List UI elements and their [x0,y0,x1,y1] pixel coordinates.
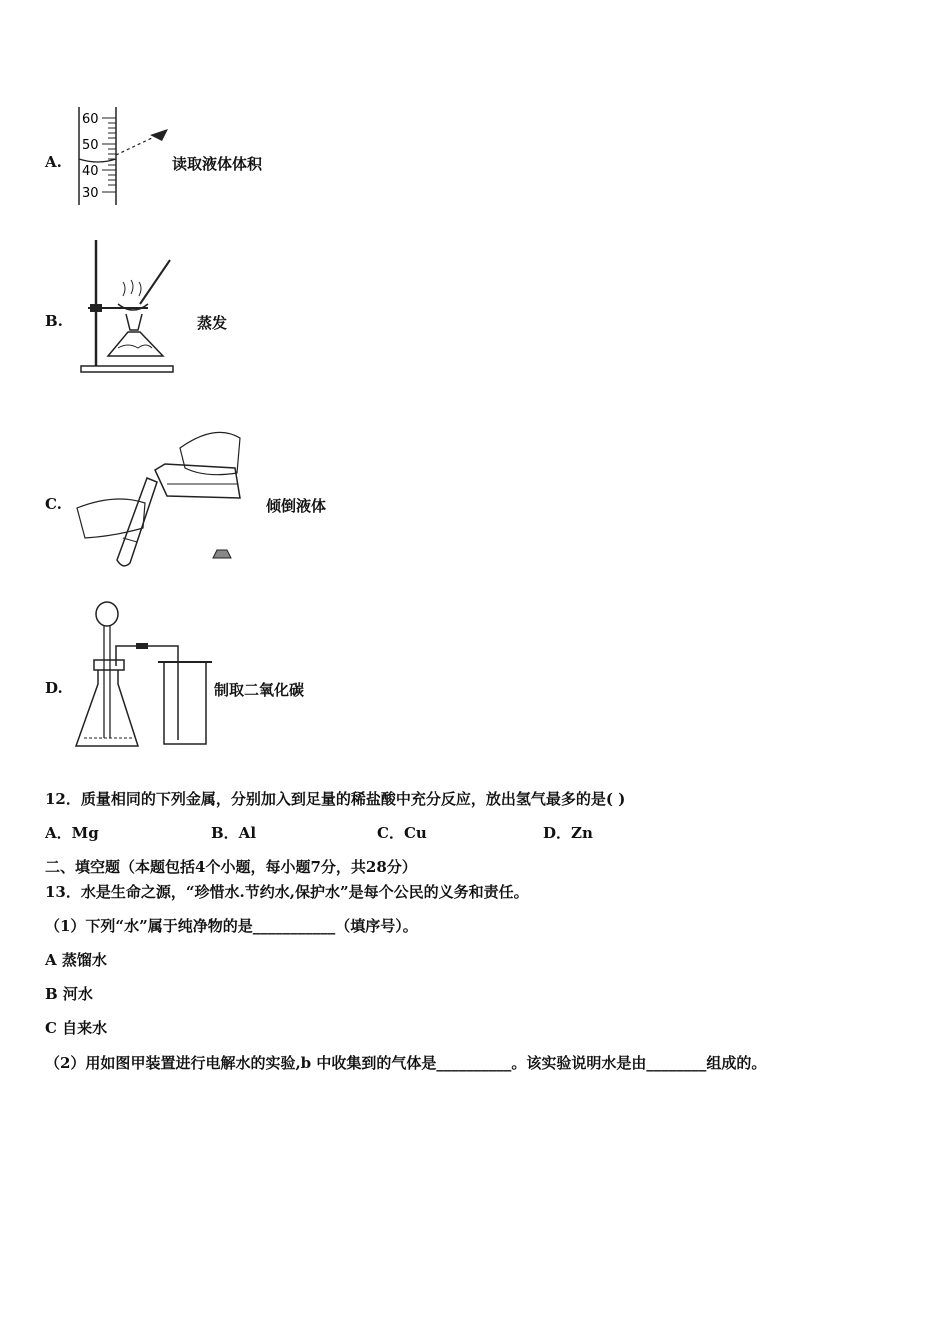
pouring-liquid-figure [75,418,250,573]
q13-part1: （1）下列“水”属于纯净物的是___________（填序号）。 [45,917,418,935]
q13-choice-c: C 自来水 [45,1019,108,1037]
option-a-letter: A. [45,153,62,171]
evaporation-figure [78,238,178,378]
co2-apparatus-figure [72,600,217,755]
option-c-letter: C. [45,495,62,513]
eye-icon [150,129,168,141]
option-a-caption: 读取液体体积 [172,155,263,173]
tick-label: 40 [82,164,99,179]
section-heading: 二、填空题（本题包括4个小题，每小题7分，共28分） [45,858,417,876]
q12-choice-c: C．Cu [377,824,427,842]
q13-part2: （2）用如图甲装置进行电解水的实验,b 中收集到的气体是__________。该实验说明水是由________组成的。 [45,1054,767,1072]
tick-label: 60 [82,112,99,127]
q13-stem: 13．水是生命之源，“珍惜水.节约水,保护水”是每个公民的义务和责任。 [45,883,529,901]
q13-choice-a: A 蒸馏水 [45,951,107,969]
option-d-caption: 制取二氧化碳 [214,681,305,699]
q12-choice-a: A．Mg [45,824,99,842]
q12-choice-b: B．Al [211,824,257,842]
option-b-caption: 蒸发 [197,314,228,332]
tick-label: 50 [82,138,99,153]
option-c-caption: 倾倒液体 [266,497,327,515]
option-b-letter: B. [45,312,63,330]
option-d-letter: D. [45,679,63,697]
tick-label: 30 [82,186,99,201]
q13-choice-b: B 河水 [45,985,93,1003]
q12-stem: 12．质量相同的下列金属，分别加入到足量的稀盐酸中充分反应，放出氢气最多的是( ) [45,790,626,808]
graduated-cylinder-figure [70,105,180,210]
q12-choice-d: D．Zn [543,824,593,842]
